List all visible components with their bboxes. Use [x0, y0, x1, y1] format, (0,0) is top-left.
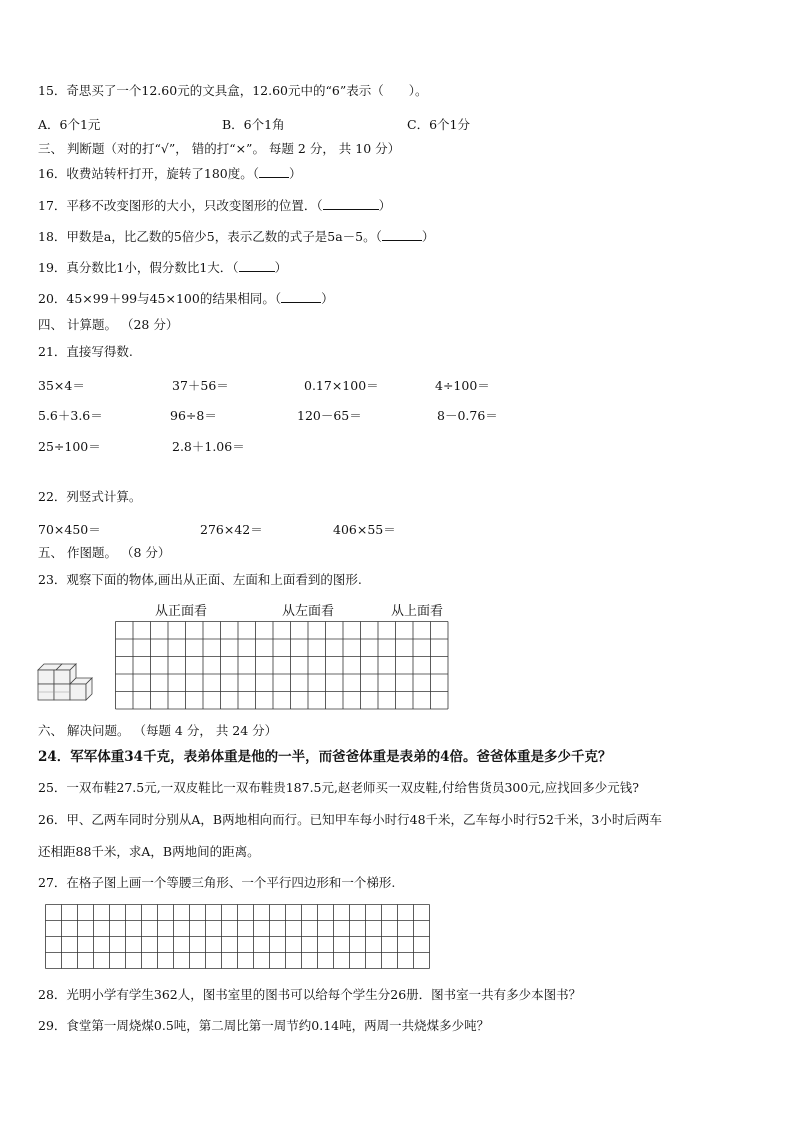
option-c: C．6个1分	[407, 117, 470, 132]
left-view-label: 从左面看	[282, 604, 335, 619]
answer-blank[interactable]	[382, 229, 422, 241]
question-17-end: ）	[378, 198, 392, 213]
question-20-end: ）	[321, 291, 334, 306]
question-22-title: 22．列竖式计算。	[38, 489, 142, 504]
question-17-text: 17．平移不改变图形的大小，只改变图形的位置．（	[38, 198, 323, 213]
front-view-label: 从正面看	[155, 604, 208, 619]
calc-item: 2.8＋1.06＝	[172, 439, 245, 454]
calc-item: 276×42＝	[200, 522, 263, 537]
question-24: 24．军军体重34千克，表弟体重是他的一半，而爸爸体重是表弟的4倍。爸爸体重是多少千克？	[38, 749, 612, 765]
question-23-title: 23．观察下面的物体,画出从正面、左面和上面看到的图形.	[38, 572, 362, 587]
calc-item: 35×4＝	[38, 378, 85, 393]
answer-blank[interactable]	[259, 166, 289, 178]
question-26-line-1: 26．甲、乙两车同时分别从A，B两地相向而行。已知甲车每小时行48千米，乙车每小时行52千米，3小时后两车	[38, 812, 662, 827]
calc-item: 8－0.76＝	[437, 408, 498, 423]
answer-blank[interactable]	[281, 291, 321, 303]
question-25: 25．一双布鞋27.5元,一双皮鞋比一双布鞋贵187.5元,赵老师买一双皮鞋,付给售货员300元,应找回多少元钱?	[38, 780, 639, 795]
calc-item: 25÷100＝	[38, 439, 101, 454]
question-18-text: 18．甲数是a，比乙数的5倍少5，表示乙数的式子是5a－5。（	[38, 229, 382, 244]
question-26-line-2: 还相距88千米，求A，B两地间的距离。	[38, 844, 260, 859]
calc-item: 96÷8＝	[170, 408, 217, 423]
calc-item: 37＋56＝	[172, 378, 229, 393]
question-19	[38, 260, 287, 276]
question-28: 28．光明小学有学生362人，图书室里的图书可以给每个学生分26册．图书室一共有多少本图书？	[38, 987, 582, 1002]
question-19-text: 19．真分数比1小，假分数比1大．（	[38, 260, 239, 275]
question-20	[38, 291, 334, 307]
section-6-title: 六、 解决问题。 （每题 4 分， 共 24 分）	[38, 723, 278, 738]
calc-item: 0.17×100＝	[304, 378, 379, 393]
question-29: 29．食堂第一周烧煤0.5吨，第二周比第一周节约0.14吨，两周一共烧煤多少吨？	[38, 1018, 490, 1033]
calc-item: 120－65＝	[297, 408, 362, 423]
option-b: B．6个1角	[222, 117, 285, 132]
answer-blank[interactable]	[239, 260, 275, 272]
section-3-title: 三、 判断题（对的打“√”， 错的打“×”。 每题 2 分， 共 10 分）	[38, 141, 401, 156]
question-16-text: 16．收费站转杆打开，旋转了180度。（	[38, 166, 260, 181]
calc-item: 406×55＝	[333, 522, 396, 537]
calc-item: 70×450＝	[38, 522, 101, 537]
question-16	[38, 166, 302, 182]
question-18	[38, 229, 434, 245]
section-5-title: 五、 作图题。 （8 分）	[38, 545, 171, 560]
calc-item: 5.6＋3.6＝	[38, 408, 103, 423]
question-20-text: 20．45×99＋99与45×100的结果相同。（	[38, 291, 282, 306]
question-19-end: ）	[274, 260, 288, 275]
drawing-grid-shapes[interactable]	[45, 904, 433, 972]
answer-blank[interactable]	[323, 198, 379, 210]
calc-item: 4÷100＝	[435, 378, 490, 393]
question-18-end: ）	[421, 229, 435, 244]
top-view-label: 从上面看	[391, 604, 444, 619]
question-16-end: ）	[289, 166, 302, 181]
question-27: 27．在格子图上画一个等腰三角形、一个平行四边形和一个梯形.	[38, 875, 396, 890]
cube-object-figure	[36, 660, 96, 704]
question-15: 15．奇思买了一个12.60元的文具盒，12.60元中的“6”表示（ ）。	[38, 83, 428, 98]
section-4-title: 四、 计算题。 （28 分）	[38, 317, 179, 332]
option-a: A．6个1元	[38, 117, 101, 132]
question-21-title: 21．直接写得数.	[38, 344, 133, 359]
drawing-grid-views[interactable]	[115, 621, 449, 717]
question-17	[38, 198, 391, 214]
